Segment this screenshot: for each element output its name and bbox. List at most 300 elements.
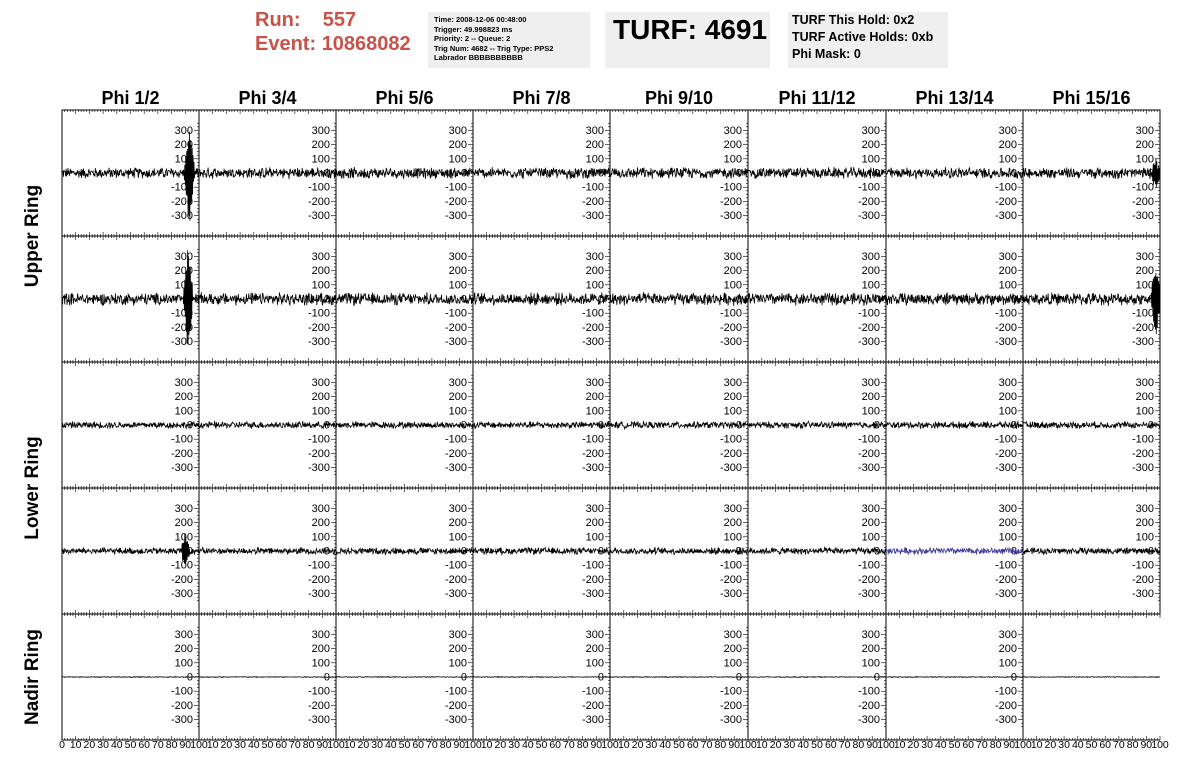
y-tick-label: 200	[174, 643, 193, 656]
y-tick-label: 200	[448, 517, 467, 530]
column-title: Phi 3/4	[238, 88, 297, 108]
info-time: Time: 2008-12-06 00:48:00	[434, 15, 527, 24]
y-tick-label: -200	[170, 447, 193, 460]
y-tick-label: -200	[444, 573, 467, 586]
y-tick-label: -300	[1131, 210, 1154, 223]
y-tick-label: -200	[994, 195, 1017, 208]
y-tick-label: 100	[1135, 531, 1154, 544]
y-tick-label: 200	[585, 139, 604, 152]
waveform-trace	[610, 167, 748, 179]
y-tick-label: 100	[998, 405, 1017, 418]
y-tick-label: 200	[174, 139, 193, 152]
y-tick-label: -100	[857, 307, 880, 320]
y-tick-label: -200	[994, 321, 1017, 334]
y-tick-label: 200	[1135, 517, 1154, 530]
y-tick-label: 300	[585, 124, 604, 137]
event-value: 10868082	[321, 33, 411, 55]
y-tick-label: 200	[585, 517, 604, 530]
y-tick-label: -200	[444, 447, 467, 460]
y-tick-label: -200	[719, 321, 742, 334]
waveform-panel	[748, 362, 886, 488]
y-tick-label: -100	[719, 559, 742, 572]
y-tick-label: -300	[994, 588, 1017, 601]
y-tick-label: -300	[994, 336, 1017, 349]
y-tick-label: 100	[311, 279, 330, 292]
y-tick-label: 100	[311, 531, 330, 544]
waveform-panel	[336, 488, 473, 614]
y-tick-label: 100	[585, 153, 604, 166]
waveform-trace	[748, 167, 886, 178]
y-tick-label: 100	[861, 153, 880, 166]
y-tick-label: -100	[994, 181, 1017, 194]
y-tick-label: 0	[597, 545, 604, 558]
y-tick-label: -200	[307, 573, 330, 586]
y-tick-label: 200	[998, 265, 1017, 278]
y-tick-label: -300	[307, 714, 330, 727]
y-tick-label: -100	[1131, 181, 1154, 194]
y-tick-label: -300	[719, 210, 742, 223]
y-tick-label: 300	[448, 628, 467, 641]
y-tick-label: -100	[444, 181, 467, 194]
y-tick-label: 200	[723, 265, 742, 278]
y-tick-label: -300	[307, 210, 330, 223]
y-tick-label: -100	[444, 559, 467, 572]
waveform-panel	[199, 362, 336, 488]
y-tick-label: 0	[460, 671, 467, 684]
y-tick-label: -100	[170, 307, 193, 320]
y-tick-label: -200	[444, 699, 467, 712]
y-tick-label: -300	[444, 336, 467, 349]
info-priority: Priority: 2 -- Queue: 2	[434, 34, 511, 44]
waveform-panel	[610, 110, 748, 236]
y-tick-label: 100	[1135, 153, 1154, 166]
y-tick-label: 300	[998, 376, 1017, 389]
turf-active-holds: TURF Active Holds: 0xb	[792, 30, 934, 44]
y-tick-label: 0	[873, 545, 880, 558]
waveform-trace	[199, 547, 336, 554]
waveform-panel	[886, 110, 1023, 236]
y-tick-label: -300	[170, 462, 193, 475]
y-tick-label: 200	[723, 139, 742, 152]
y-tick-label: 100	[585, 531, 604, 544]
y-tick-label: 300	[723, 376, 742, 389]
turf-title: TURF: 4691	[613, 14, 768, 45]
y-tick-label: -100	[1131, 433, 1154, 446]
y-tick-label: -100	[307, 181, 330, 194]
y-tick-label: -100	[170, 433, 193, 446]
column-title: Phi 15/16	[1052, 88, 1131, 108]
event-label: Event:	[255, 33, 317, 55]
y-tick-label: -300	[994, 210, 1017, 223]
y-tick-label: 200	[585, 265, 604, 278]
waveform-panel	[336, 362, 473, 488]
y-tick-label: -300	[719, 462, 742, 475]
y-tick-label: 0	[460, 419, 467, 432]
y-tick-label: 300	[174, 124, 193, 137]
waveform-panel	[473, 110, 610, 236]
waveform-trace	[886, 167, 1023, 179]
waveform-panel	[336, 614, 473, 740]
y-tick-label: 200	[998, 139, 1017, 152]
waveform-panel	[610, 236, 748, 362]
waveform-trace	[62, 422, 199, 429]
y-tick-label: -100	[1131, 307, 1154, 320]
y-tick-label: 100	[311, 153, 330, 166]
y-tick-label: 200	[861, 265, 880, 278]
y-tick-label: 0	[186, 419, 193, 432]
waveform-trace	[748, 547, 886, 554]
y-tick-label: -200	[581, 447, 604, 460]
waveform-trace	[473, 547, 610, 554]
y-tick-label: -200	[307, 447, 330, 460]
y-tick-label: 300	[723, 502, 742, 515]
waveform-panel	[748, 236, 886, 362]
y-tick-label: 200	[174, 391, 193, 404]
waveform-trace	[336, 422, 473, 429]
y-tick-label: 200	[448, 265, 467, 278]
y-tick-label: -100	[307, 307, 330, 320]
y-tick-label: 300	[311, 250, 330, 263]
info-trigger: Trigger: 49.998823 ms	[434, 24, 513, 34]
y-tick-label: -100	[307, 685, 330, 698]
y-tick-label: -200	[857, 573, 880, 586]
y-tick-label: -200	[1131, 195, 1154, 208]
y-tick-label: -300	[857, 588, 880, 601]
waveform-trace	[610, 547, 748, 554]
y-tick-label: -100	[307, 433, 330, 446]
y-tick-label: 100	[861, 405, 880, 418]
y-tick-label: -200	[994, 573, 1017, 586]
y-tick-label: 300	[723, 250, 742, 263]
y-tick-label: 300	[448, 502, 467, 515]
y-tick-label: -200	[170, 699, 193, 712]
y-tick-label: 0	[1147, 419, 1154, 432]
y-tick-label: 0	[1147, 293, 1154, 306]
waveform-panel	[336, 110, 473, 236]
waveform-trace	[62, 677, 199, 678]
waveform-panel	[473, 236, 610, 362]
y-tick-label: 0	[735, 545, 742, 558]
y-tick-label: -200	[581, 573, 604, 586]
waveform-panel	[1023, 362, 1160, 488]
waveform-panel	[62, 488, 199, 614]
y-tick-label: -300	[857, 336, 880, 349]
waveform-trace	[610, 421, 748, 429]
y-tick-label: -100	[994, 559, 1017, 572]
y-tick-label: 100	[448, 153, 467, 166]
waveform-panel	[610, 488, 748, 614]
y-tick-label: 200	[1135, 265, 1154, 278]
y-tick-label: 0	[1147, 545, 1154, 558]
y-tick-label: -100	[719, 307, 742, 320]
y-tick-label: 100	[998, 153, 1017, 166]
y-tick-label: -300	[581, 588, 604, 601]
y-tick-label: 100	[1135, 279, 1154, 292]
y-tick-label: 0	[735, 167, 742, 180]
waveform-trace	[199, 292, 336, 305]
y-tick-label: -200	[857, 321, 880, 334]
y-tick-label: 200	[1135, 391, 1154, 404]
turf-this-hold: TURF This Hold: 0x2	[792, 13, 915, 27]
y-tick-label: 0	[186, 545, 193, 558]
y-tick-label: -200	[307, 195, 330, 208]
y-tick-label: -300	[719, 588, 742, 601]
y-tick-label: 0	[597, 167, 604, 180]
y-tick-label: -100	[719, 181, 742, 194]
y-tick-label: -300	[857, 462, 880, 475]
y-tick-label: 300	[1135, 376, 1154, 389]
waveform-panel	[473, 488, 610, 614]
waveform-trace	[336, 292, 473, 305]
waveform-trace	[1023, 547, 1160, 554]
y-tick-label: 300	[174, 628, 193, 641]
y-tick-label: -300	[170, 210, 193, 223]
run-value: 557	[322, 9, 357, 31]
y-tick-label: 300	[1135, 502, 1154, 515]
waveform-panel	[473, 614, 610, 740]
y-tick-label: -300	[170, 588, 193, 601]
y-tick-label: 200	[311, 643, 330, 656]
waveform-trace	[199, 421, 336, 429]
y-tick-label: 0	[460, 293, 467, 306]
y-tick-label: 300	[861, 124, 880, 137]
waveform-trace	[199, 677, 336, 678]
y-tick-label: 200	[861, 391, 880, 404]
y-tick-label: 300	[174, 376, 193, 389]
y-tick-label: 300	[174, 502, 193, 515]
y-tick-label: -300	[170, 714, 193, 727]
y-tick-label: -300	[1131, 336, 1154, 349]
y-tick-label: 300	[311, 124, 330, 137]
y-tick-label: 200	[448, 139, 467, 152]
y-tick-label: -100	[994, 433, 1017, 446]
y-tick-label: -300	[444, 462, 467, 475]
y-tick-label: 200	[311, 139, 330, 152]
y-tick-label: 300	[723, 124, 742, 137]
y-tick-label: 200	[311, 265, 330, 278]
y-tick-label: 100	[174, 657, 193, 670]
y-tick-label: 0	[735, 293, 742, 306]
y-tick-label: 100	[174, 153, 193, 166]
waveform-trace	[610, 292, 748, 305]
y-tick-label: 200	[861, 139, 880, 152]
y-tick-label: 100	[723, 279, 742, 292]
y-tick-label: 0	[597, 293, 604, 306]
ring-label: Upper Ring	[22, 184, 43, 288]
y-tick-label: 0	[186, 293, 193, 306]
y-tick-label: -100	[719, 433, 742, 446]
y-tick-label: 300	[311, 376, 330, 389]
waveform-trace	[886, 548, 1023, 555]
waveform-panel	[62, 362, 199, 488]
y-tick-label: -100	[857, 181, 880, 194]
waveform-panel	[199, 110, 336, 236]
y-tick-label: 100	[448, 657, 467, 670]
y-tick-label: -100	[581, 433, 604, 446]
y-tick-label: -100	[307, 559, 330, 572]
info-trignum: Trig Num: 4682 -- Trig Type: PPS2	[434, 43, 554, 53]
y-tick-label: 100	[174, 279, 193, 292]
y-tick-label: -200	[1131, 321, 1154, 334]
y-tick-label: 100	[448, 279, 467, 292]
waveform-trace	[473, 167, 610, 179]
y-tick-label: 100	[861, 531, 880, 544]
y-tick-label: 300	[998, 124, 1017, 137]
y-tick-label: 0	[1010, 167, 1017, 180]
waveform-trace	[748, 293, 886, 306]
y-tick-label: 100	[311, 657, 330, 670]
y-tick-label: -200	[307, 321, 330, 334]
y-tick-label: -300	[1131, 588, 1154, 601]
waveform-panel	[199, 614, 336, 740]
waveform-panel	[473, 362, 610, 488]
y-tick-label: 100	[861, 279, 880, 292]
waveform-panel	[1023, 110, 1160, 236]
y-tick-label: -200	[170, 321, 193, 334]
phi-mask: Phi Mask: 0	[792, 47, 861, 61]
y-tick-label: 100	[585, 405, 604, 418]
y-tick-label: 200	[448, 391, 467, 404]
y-tick-label: -300	[444, 210, 467, 223]
column-title: Phi 11/12	[778, 88, 856, 108]
y-tick-label: 100	[174, 531, 193, 544]
y-tick-label: -200	[170, 573, 193, 586]
y-tick-label: 0	[460, 545, 467, 558]
y-tick-label: -200	[444, 195, 467, 208]
y-tick-label: 0	[323, 419, 330, 432]
y-tick-label: 200	[998, 517, 1017, 530]
y-tick-label: 300	[585, 250, 604, 263]
y-tick-label: -300	[581, 210, 604, 223]
y-tick-label: -200	[444, 321, 467, 334]
y-tick-label: -200	[857, 447, 880, 460]
y-tick-label: 0	[323, 545, 330, 558]
waveform-trace	[336, 167, 473, 179]
waveform-trace	[748, 421, 886, 428]
y-tick-label: -300	[719, 336, 742, 349]
y-tick-label: 300	[311, 628, 330, 641]
y-tick-label: -100	[170, 685, 193, 698]
y-tick-label: 200	[311, 517, 330, 530]
waveform-panel	[886, 488, 1023, 614]
y-tick-label: 100	[723, 531, 742, 544]
y-tick-label: -300	[1131, 462, 1154, 475]
y-tick-label: 0	[460, 167, 467, 180]
y-tick-label: 300	[861, 502, 880, 515]
y-tick-label: 200	[723, 391, 742, 404]
column-title: Phi 13/14	[915, 88, 994, 108]
waveform-trace	[336, 548, 473, 555]
y-tick-label: 100	[448, 531, 467, 544]
y-tick-label: -100	[857, 433, 880, 446]
y-tick-label: 100	[723, 153, 742, 166]
y-tick-label: 200	[174, 517, 193, 530]
y-tick-label: -100	[170, 181, 193, 194]
waveform-trace	[199, 167, 336, 179]
y-tick-label: -100	[1131, 559, 1154, 572]
y-tick-label: -200	[581, 195, 604, 208]
y-tick-label: 100	[723, 405, 742, 418]
waveform-panel	[886, 236, 1023, 362]
y-tick-label: 0	[1010, 419, 1017, 432]
waveform-panel	[336, 236, 473, 362]
y-tick-label: 0	[323, 671, 330, 684]
y-tick-label: -200	[719, 195, 742, 208]
y-tick-label: 0	[1147, 167, 1154, 180]
y-tick-label: 0	[597, 419, 604, 432]
y-tick-label: 300	[861, 376, 880, 389]
y-tick-label: 100	[998, 531, 1017, 544]
y-tick-label: -200	[719, 447, 742, 460]
y-tick-label: 0	[1010, 293, 1017, 306]
y-tick-label: -100	[994, 307, 1017, 320]
waveform-panel	[62, 236, 199, 362]
y-tick-label: 100	[174, 405, 193, 418]
y-tick-label: -300	[307, 462, 330, 475]
y-tick-label: -300	[857, 210, 880, 223]
y-tick-label: -300	[170, 336, 193, 349]
waveform-panel	[610, 362, 748, 488]
waveform-panel	[748, 488, 886, 614]
y-tick-label: -200	[857, 195, 880, 208]
y-tick-label: -100	[444, 307, 467, 320]
y-tick-label: 0	[873, 167, 880, 180]
y-tick-label: 0	[323, 293, 330, 306]
y-tick-label: 0	[735, 419, 742, 432]
waveform-trace	[473, 422, 610, 429]
y-tick-label: 200	[861, 517, 880, 530]
y-tick-label: 300	[585, 502, 604, 515]
y-tick-label: 100	[1135, 405, 1154, 418]
y-tick-label: -300	[581, 462, 604, 475]
waveform-trace	[473, 292, 610, 305]
waveform-panel	[62, 614, 199, 740]
info-labrador: Labrador BBBBBBBBBB	[434, 53, 523, 63]
column-title: Phi 5/6	[375, 88, 434, 108]
y-tick-label: 300	[1135, 250, 1154, 263]
y-tick-label: -300	[307, 588, 330, 601]
y-tick-label: -200	[581, 321, 604, 334]
y-tick-label: 300	[861, 250, 880, 263]
waveform-panel	[199, 236, 336, 362]
y-tick-label: 0	[873, 293, 880, 306]
waveform-panel	[1023, 236, 1160, 362]
y-tick-label: -100	[444, 685, 467, 698]
y-tick-label: -100	[581, 307, 604, 320]
y-tick-label: 0	[186, 167, 193, 180]
y-tick-label: 100	[998, 279, 1017, 292]
y-tick-label: -200	[719, 573, 742, 586]
y-tick-label: 300	[448, 124, 467, 137]
y-tick-label: 300	[448, 376, 467, 389]
column-title: Phi 9/10	[644, 88, 714, 108]
y-tick-label: -300	[444, 588, 467, 601]
waveform-panel	[748, 110, 886, 236]
y-tick-label: -100	[444, 433, 467, 446]
waveform-panel	[1023, 488, 1160, 614]
y-tick-label: -300	[994, 462, 1017, 475]
y-tick-label: 200	[585, 391, 604, 404]
waveform-panel	[62, 110, 199, 236]
y-tick-label: -100	[581, 559, 604, 572]
waveform-trace	[886, 421, 1023, 429]
y-tick-label: -200	[994, 447, 1017, 460]
y-tick-label: -200	[307, 699, 330, 712]
y-tick-label: -300	[581, 336, 604, 349]
y-tick-label: 200	[174, 265, 193, 278]
waveform-trace	[336, 677, 473, 678]
y-tick-label: -100	[581, 181, 604, 194]
